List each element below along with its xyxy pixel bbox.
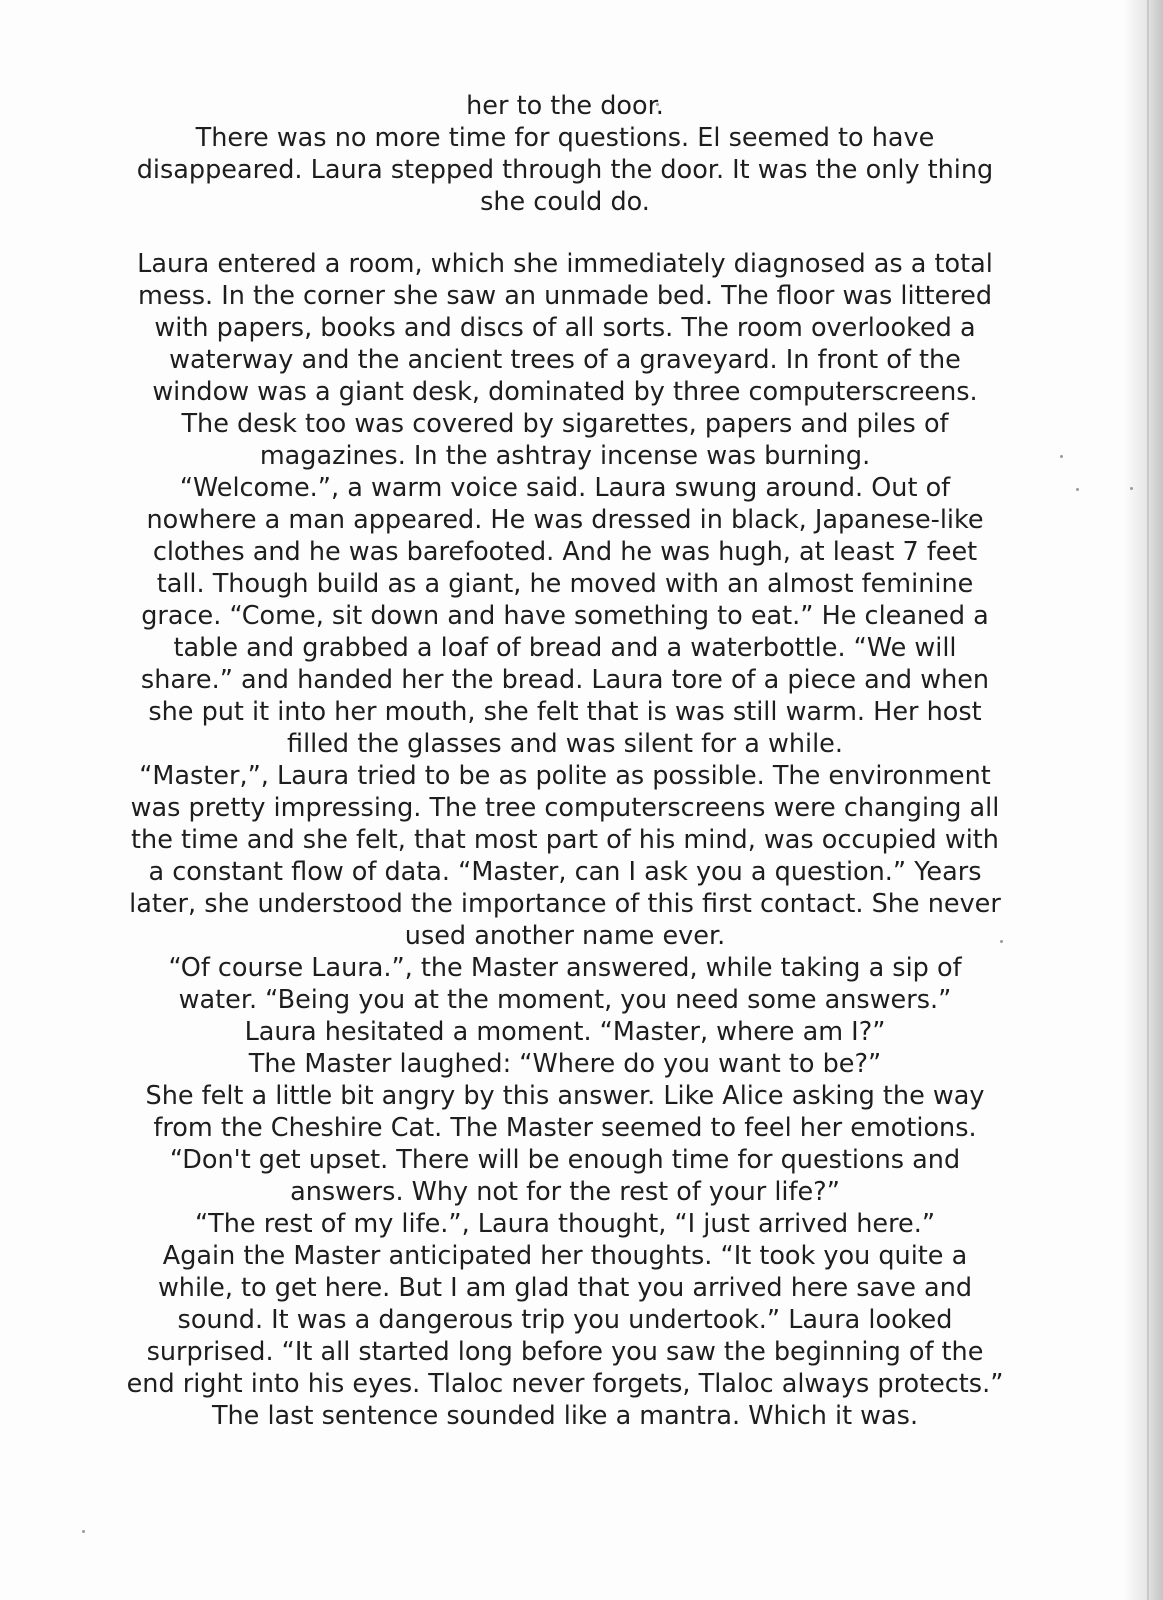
body-line: The desk too was covered by sigarettes, papers and piles of bbox=[181, 409, 949, 439]
body-line: answers. Why not for the rest of your life?” bbox=[290, 1177, 840, 1207]
body-line: surprised. “It all started long before you saw the beginning of the bbox=[146, 1337, 984, 1367]
intro-line: she could do. bbox=[480, 187, 650, 217]
body-line: table and grabbed a loaf of bread and a waterbottle. “We will bbox=[173, 633, 957, 663]
body-line: she put it into her mouth, she felt that is was still warm. Her host bbox=[148, 697, 982, 727]
scan-speck bbox=[82, 1530, 85, 1533]
body-line: tall. Though build as a giant, he moved with an almost feminine bbox=[156, 569, 974, 599]
body-line: filled the glasses and was silent for a while. bbox=[287, 729, 843, 759]
paragraph-gap bbox=[90, 218, 1040, 248]
body-line: Laura hesitated a moment. “Master, where am I?” bbox=[244, 1017, 886, 1047]
body-line: The last sentence sounded like a mantra. Which it was. bbox=[211, 1401, 919, 1431]
body-line: “The rest of my life.”, Laura thought, “I just arrived here.” bbox=[194, 1209, 936, 1239]
body-line: used another name ever. bbox=[404, 921, 726, 951]
body-line: from the Cheshire Cat. The Master seemed to feel her emotions. bbox=[153, 1113, 977, 1143]
body-line: waterway and the ancient trees of a graveyard. In front of the bbox=[169, 345, 961, 375]
body-line: later, she understood the importance of this first contact. She never bbox=[129, 889, 1001, 919]
body-line: clothes and he was barefooted. And he was hugh, at least 7 feet bbox=[152, 537, 978, 567]
body-line: was pretty impressing. The tree computerscreens were changing all bbox=[130, 793, 1000, 823]
body-line: with papers, books and discs of all sorts. The room overlooked a bbox=[154, 313, 976, 343]
body-line: magazines. In the ashtray incense was burning. bbox=[259, 441, 871, 471]
body-line: nowhere a man appeared. He was dressed in black, Japanese-like bbox=[146, 505, 984, 535]
body-line: while, to get here. But I am glad that you arrived here save and bbox=[157, 1273, 973, 1303]
body-line: the time and she felt, that most part of his mind, was occupied with bbox=[131, 825, 999, 855]
body-line: “Don't get upset. There will be enough time for questions and bbox=[169, 1145, 961, 1175]
scan-edge-shadow bbox=[1123, 0, 1163, 1600]
body-line: end right into his eyes. Tlaloc never forgets, Tlaloc always protects.” bbox=[126, 1369, 1004, 1399]
body-line: mess. In the corner she saw an unmade bed. The floor was littered bbox=[137, 281, 993, 311]
scan-speck bbox=[1060, 455, 1063, 458]
scan-speck bbox=[1076, 488, 1079, 491]
body-line: She felt a little bit angry by this answer. Like Alice asking the way bbox=[145, 1081, 985, 1111]
body-line: The Master laughed: “Where do you want to be?” bbox=[248, 1049, 882, 1079]
body-line: water. “Being you at the moment, you need some answers.” bbox=[178, 985, 952, 1015]
intro-line: her to the door. bbox=[466, 91, 664, 121]
body-line: Again the Master anticipated her thoughts. “It took you quite a bbox=[162, 1241, 968, 1271]
body-line: “Welcome.”, a warm voice said. Laura swung around. Out of bbox=[179, 473, 951, 503]
intro-line: disappeared. Laura stepped through the door. It was the only thing bbox=[136, 155, 994, 185]
body-line: window was a giant desk, dominated by three computerscreens. bbox=[152, 377, 978, 407]
body-line: a constant flow of data. “Master, can I ask you a question.” Years bbox=[148, 857, 982, 887]
scan-speck bbox=[1130, 487, 1133, 490]
body-line: Laura entered a room, which she immediately diagnosed as a total bbox=[137, 249, 993, 279]
scan-edge-line bbox=[1147, 0, 1149, 1600]
body-line: “Master,”, Laura tried to be as polite as possible. The environment bbox=[139, 761, 991, 791]
body-line: “Of course Laura.”, the Master answered, while taking a sip of bbox=[168, 953, 962, 983]
story-text bbox=[90, 90, 1040, 1432]
body-line: sound. It was a dangerous trip you undertook.” Laura looked bbox=[177, 1305, 953, 1335]
body-line: grace. “Come, sit down and have something to eat.” He cleaned a bbox=[141, 601, 989, 631]
body-line: share.” and handed her the bread. Laura tore of a piece and when bbox=[140, 665, 990, 695]
intro-line: There was no more time for questions. El seemed to have bbox=[195, 123, 935, 153]
